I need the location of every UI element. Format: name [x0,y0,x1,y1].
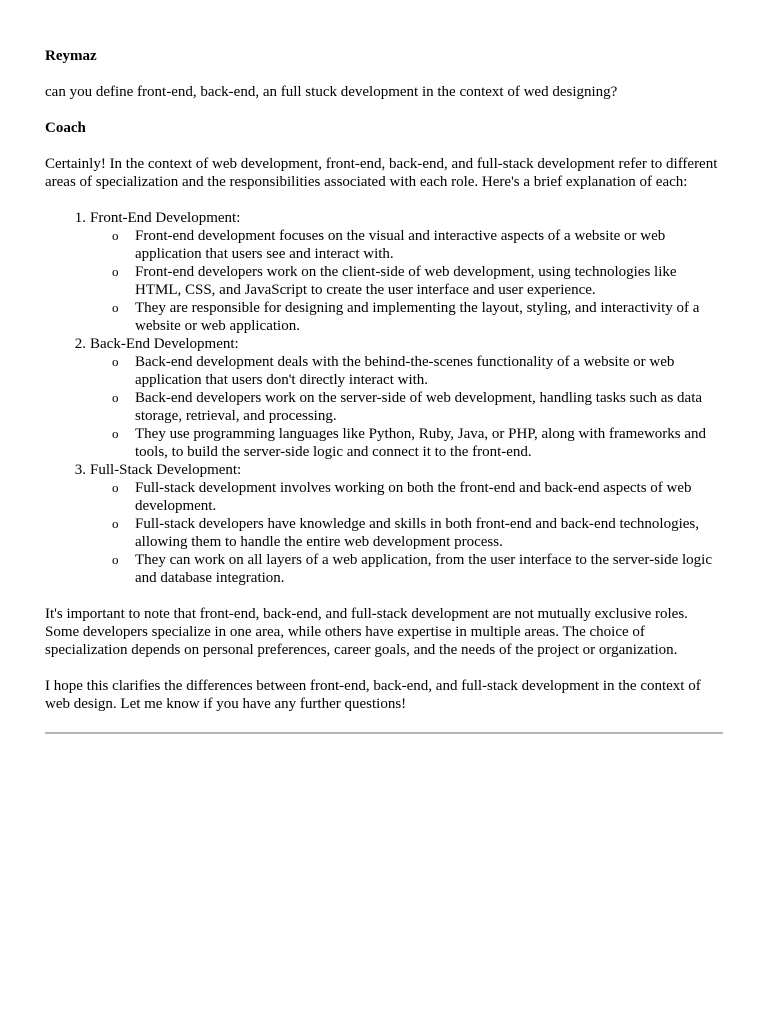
list-item [112,389,723,425]
list-item [112,353,723,389]
bullet-icon: o [112,426,119,441]
bullet-icon: o [112,300,119,315]
closing-paragraph: It's important to note that front-end, back-end, and full-stack development are not mutually exclusive roles. Some developers specialize in one area, while others have expertise in multiple areas. The choice of specialization depends on personal preferences, career goals, and the needs of the project or organization. [45,606,688,658]
bullet-icon: o [112,228,119,243]
closing-paragraph: I hope this clarifies the differences between front-end, back-end, and full-stack development in the context of web design. Let me know if you have any further questions! [45,678,701,712]
point-text: Front-end developers work on the client-side of web development, using technologies like HTML, CSS, and JavaScript to create the user interface and user experience. [135,264,677,298]
bullet-icon: o [112,480,119,495]
point-list [90,227,723,335]
section-item [74,209,723,335]
point-text: Front-end development focuses on the visual and interactive aspects of a website or web application that users see and interact with. [135,228,666,262]
conversation-document [45,47,723,734]
section-number: 3. [74,462,86,478]
section-item [74,461,723,587]
user-question: can you define front-end, back-end, an full stuck development in the context of wed designing? [45,84,618,100]
bullet-icon: o [112,264,119,279]
bullet-icon: o [112,552,119,567]
point-list [90,353,723,461]
bullet-icon: o [112,354,119,369]
section-number: 2. [74,336,86,352]
section-title: Full-Stack Development: [90,462,242,478]
speaker-name-user: Reymaz [45,48,97,64]
speaker-name-coach: Coach [45,120,86,136]
point-text: Full-stack development involves working on both the front-end and back-end aspects of web development. [135,480,692,514]
list-item [112,515,723,551]
coach-intro: Certainly! In the context of web development, front-end, back-end, and full-stack development refer to different areas of specialization and the responsibilities associated with each role. Here's a brief explanation of each: [45,156,718,190]
list-item [112,299,723,335]
bullet-icon: o [112,390,119,405]
point-text: Full-stack developers have knowledge and skills in both front-end and back-end technologies, allowing them to handle the entire web development process. [135,516,700,550]
section-list [45,209,723,587]
section-title: Front-End Development: [90,210,241,226]
list-item [112,551,723,587]
list-item [112,263,723,299]
point-text: They are responsible for designing and implementing the layout, styling, and interactivity of a website or web application. [135,300,700,334]
point-list [90,479,723,587]
list-item [112,479,723,515]
list-item [112,227,723,263]
point-text: They can work on all layers of a web application, from the user interface to the server-side logic and database integration. [135,552,712,586]
bullet-icon: o [112,516,119,531]
horizontal-divider [45,732,723,734]
section-number: 1. [74,210,86,226]
list-item [112,425,723,461]
section-title: Back-End Development: [90,336,239,352]
section-item [74,335,723,461]
point-text: Back-end developers work on the server-side of web development, handling tasks such as data storage, retrieval, and processing. [135,390,703,424]
point-text: They use programming languages like Python, Ruby, Java, or PHP, along with frameworks and tools, to build the server-side logic and connect it to the front-end. [135,426,707,460]
point-text: Back-end development deals with the behind-the-scenes functionality of a website or web application that users don't directly interact with. [135,354,675,388]
